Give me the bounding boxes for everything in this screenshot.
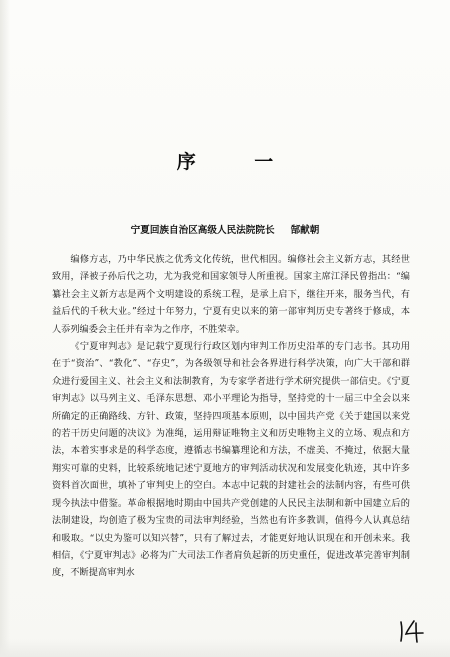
author-position: 宁夏回族自治区高级人民法院院长 (130, 225, 275, 236)
preface-body (52, 251, 410, 582)
author-name: 郜献朝 (290, 225, 320, 236)
page-bottom-shadow (0, 639, 450, 657)
paragraph-2: 《宁夏审判志》是记载宁夏现行行政区划内审判工作历史沿革的专门志书。其功用在于“资治”、“教化”、“存史”，为各级领导和社会各界进行科学决策，向广大干部和群众进行爱国主义、社会主义和法制教育，为专家学者进行学术研究提供一部信史。《宁夏审判志》以马列主义、毛泽东思想、邓小平理论为指导，坚持党的十一届三中全会以来所确定的正确路线、方针、政策，坚持四项基本原则，以中国共产党《关于建国以来党的若干历史问题的决议》为准绳，运用辩证唯物主义和历史唯物主义的立场、观点和方法，本着实事求是的科学态度，遵循志书编纂理论和方法，不虚美、不掩过，依据大量翔实可靠的史料，比较系统地记述宁夏地方的审判活动状况和发展变化轨迹，其中许多资料首次面世，填补了审判史上的空白。本志中记载的封建社会的法制内容，有些可供现今执法中借鉴。革命根据地时期由中国共产党创建的人民民主法制和新中国建立后的法制建设，均创造了极为宝贵的司法审判经验，当然也有许多教训，值得今人认真总结和吸取。“以史为鉴可以知兴替”，只有了解过去，才能更好地认识现在和开创未来。我相信，《宁夏审判志》必将为广大司法工作者肩负起新的历史重任，促进改革完善审判制度，不断提高审判水 (52, 341, 410, 579)
page-left-shadow (0, 0, 10, 657)
paragraph-1: 编修方志，乃中华民族之优秀文化传统，世代相因。编修社会主义新方志，其经世致用，泽被子孙后代之功，尤为我党和国家领导人所重视。国家主席江泽民曾指出：“编纂社会主义新方志是两个文明建设的系统工程，是承上启下，继往开来，服务当代，有益后代的千秋大业。”经过十年努力，宁夏有史以来的第一部审判历史专著终于修成，本人忝列编委会主任并有幸为之作序，不胜荣幸。 (52, 254, 410, 335)
handwritten-page-number (396, 617, 430, 645)
preface-title: 序 一 (176, 151, 300, 173)
author-line (0, 222, 450, 236)
